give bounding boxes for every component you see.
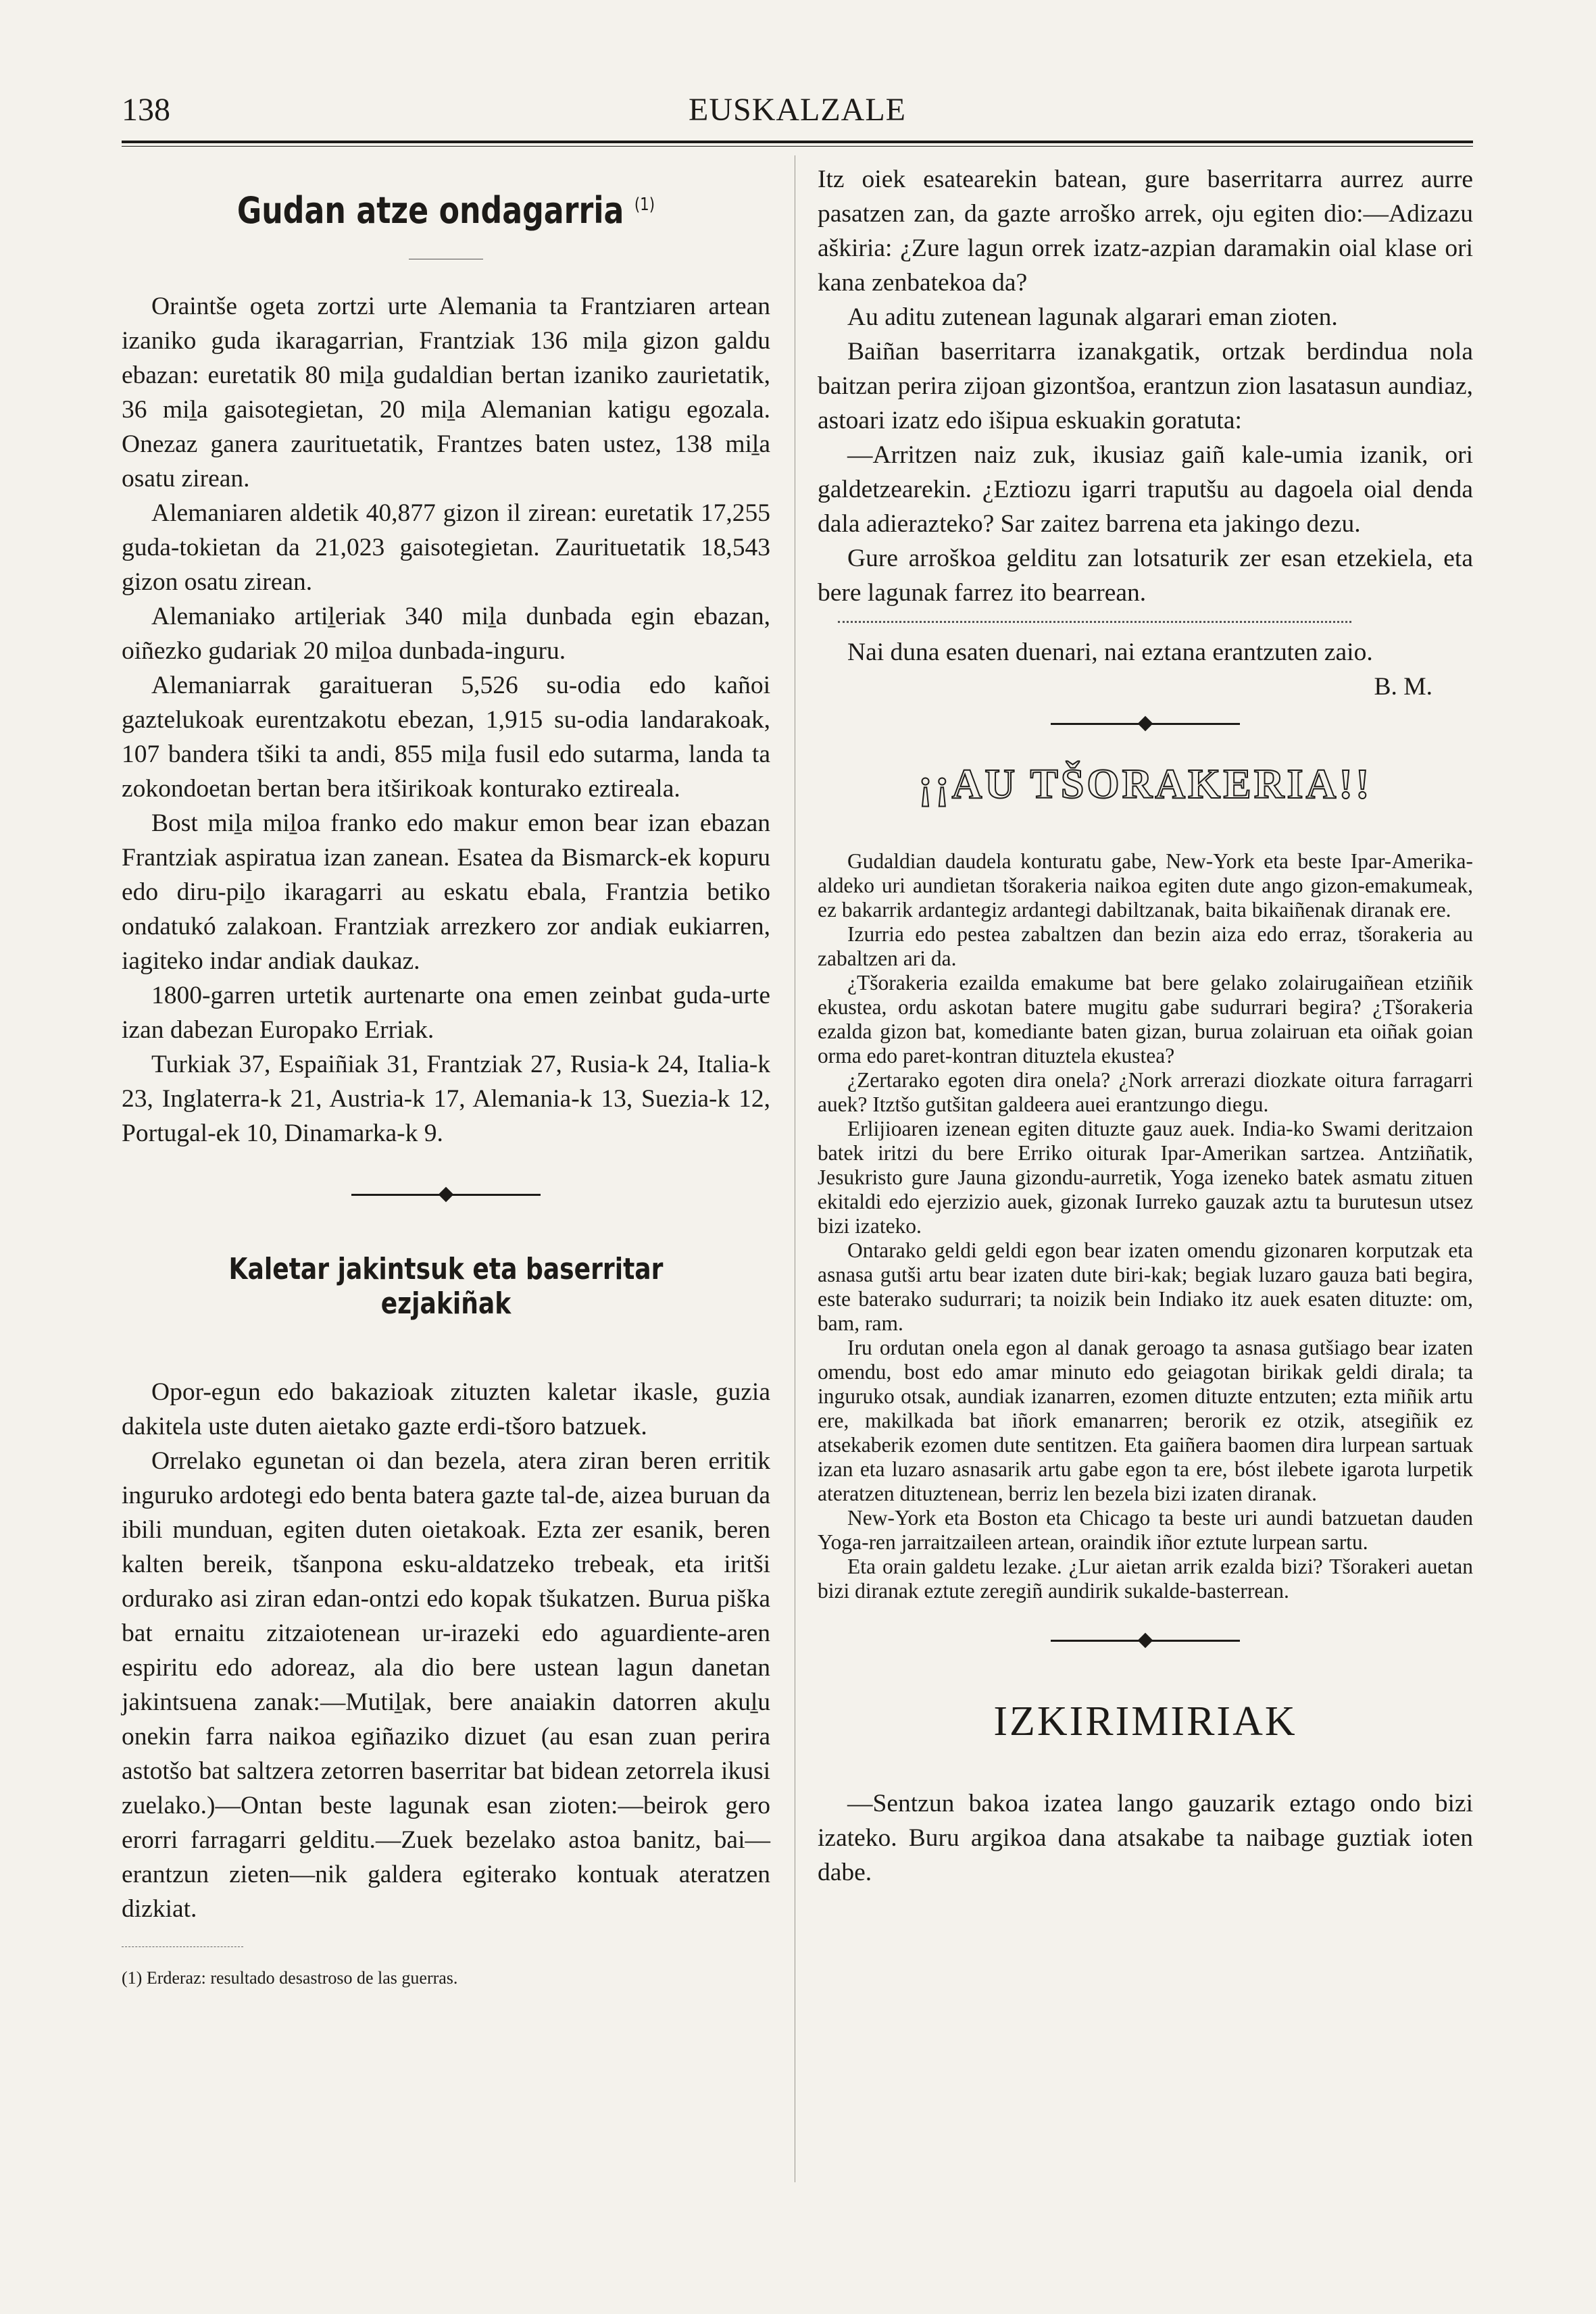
article-title: ¡¡AU TŠORAKERIA!! [918,761,1372,807]
paragraph: Ontarako geldi geldi egon bear izaten omendu gizonaren korputzak eta asnasa gutši artu bear izaten dute biri-kak; begiak luzaro gauza bati begira, este baterako sudurrari; ta noizik bein Indiako itz auek esaten dituzte: om, bam, ram. [818,1238,1473,1335]
header-rule [122,141,1473,143]
article-title: Kaletar jakintsuk eta baserritar ezjakiñak [228,1252,664,1321]
paragraph: Bost miḻa miḻoa franko edo makur emon bear izan ebazan Frantziak aspiratua izan zanean. Esatea da Bismarck-ek kopuru edo diru-piḻo ikaragarri au eskatu ebala, Frantzia betiko ondatukó zalakoan. Frantziak arrezkero zor andiak eukiarren, iagiteko indar andiak daukaz. [122,809,770,975]
paragraph: Turkiak 37, Espaiñiak 31, Frantziak 27, Rusia-k 24, Italia-k 23, Inglaterra-k 21, Austria-k 17, Alemania-k 13, Suezia-k 12, Portugal-ek 10, Dinamarka-k 9. [122,1051,770,1147]
ornament-diamond [1138,716,1153,732]
paragraph: New-York eta Boston eta Chicago ta beste uri aundi batzuetan dauden Yoga-ren jarraitzaileen artean, oraindik iñor eztute lurpean sartu. [818,1506,1473,1554]
paragraph: Alemaniaren aldetik 40,877 gizon il zirean: euretatik 17,255 guda-tokietan da 21,023 gaisotegietan. Zaurituetatik 18,543 gizon osatu zirean. [122,499,770,596]
article-title-text: Gudan atze ondagarria [236,189,624,232]
paragraph: Eta orain galdetu lezake. ¿Lur aietan arrik ezalda bizi? Tšorakeri auetan bizi diranak eztute zeregiñ aundirik sukalde-basterrean. [818,1555,1473,1603]
article-title [180,189,712,232]
closing-line: Nai duna esaten duenari, nai eztana erantzuten zaio. [847,638,1373,666]
paragraph: Alemaniarrak garaitueran 5,526 su-odia edo kañoi gaztelukoak eurentzakotu ebezan, 1,915 su-odia landarakoak, 107 bandera tšiki ta andi, 855 miḻa fusil edo sutarma, landa ta zokondoetan bertan bera itširikoak konturako eztireala. [122,672,770,803]
paragraph: Au aditu zutenean lagunak algarari eman zioten. [847,303,1338,331]
signature: B. M. [1374,673,1432,701]
article-body [818,849,1473,1603]
section-ornament [122,1184,770,1205]
section-ornament [818,1630,1473,1651]
dotted-separator [838,621,1351,623]
paragraph: Opor-egun edo bakazioak zituzten kaletar ikasle, guzia dakitela uste duten aietako gazte erdi-tšoro batzuek. [122,1378,770,1440]
running-head: EUSKALZALE [689,92,906,128]
paragraph: Izurria edo pestea zabaltzen dan bezin aiza edo erraz, tšorakeria au zabaltzen ari da. [818,922,1473,970]
paragraph: Itz oiek esatearekin batean, gure baserritarra aurrez aurre pasatzen zan, da gazte arroško arrek, oju egiten dio:—Adizazu aškiria: ¿Zure lagun orrek izatz-azpian daramakin oial klase ori kana zenbatekoa da? [818,166,1473,297]
footnote-mark: (1) [634,195,655,215]
paragraph: Orrelako egunetan oi dan bezela, atera ziran beren erritik inguruko ardotegi edo benta batera gazte tal-de, aizea buruan da ibili munduan, egiten duten oietakoak. Ezta zer esanik, beren kalten bereik, tšanpona esku-aldatzeko trebeak, eta iritši ordurako asi ziran edan-ontzi edo kopak tšukatzen. Burua piška bat ernaitu zitzaiotenean ur-irazeki edo aguardiente-aren espiritu edo adoreaz, ala dio bere ustean lagun danetan jakintsuena zanak:—Mutiḻak, bere anaiakin datorren akuḻu onekin farra naikoa egiñaziko dizuet (au esan zuan perira astotšo bat saltzera zetorren baserritar bat bidean zetorrela ikusi zuelako.)—Ontan beste lagunak esan zioten:—beirok gero erorri farragarri gelditu.—Zuek bezelako astoa banitz, bai—erantzun zieten—nik galdera egiterako kontuak ateratzen dizkiat. [122,1447,770,1923]
left-column [122,162,770,1989]
paragraph: Baiñan baserritarra izanakgatik, ortzak berdindua nola baitzan perira zijoan gizontšoa, erantzun zion lasatasun aundiaz, astoari izatz edo išipua eskuakin goratuta: [818,338,1473,434]
paragraph: Iru ordutan onela egon al danak geroago ta asnasa gutšiago bear izaten omendu, bost edo amar minuto edo geiagotan birikak geldi dirala; ta inguruko otsak, aundiak izanarren, ezomen dituzte entzuten; ezta miñik artu ere, makilkada bat iñork emanarren; berorik ez otzik, atsegiñik ez atsekaberik ezomen dute sentitzen. Eta gaiñera baomen dira lurpean sartuak izan eta luzaro asnasarik artu gabe egon ta ere, bóst ilebete igarota lurpetik ateratzen dituztenean, berriz len bezela bizi izaten diranak. [818,1336,1473,1505]
paragraph: 1800-garren urtetik aurtenarte ona emen zeinbat guda-urte izan dabezan Europako Erriak. [122,982,770,1044]
page-number: 138 [122,92,170,128]
paragraph: —Sentzun bakoa izatea lango gauzarik eztago ondo bizi izateko. Buru argikoa dana atsakabe ta naibage guztiak ioten dabe. [818,1790,1473,1886]
paragraph: Oraintše ogeta zortzi urte Alemania ta Frantziaren artean izaniko guda ikaragarrian, Frantziak 136 miḻa gizon galdu ebazan: euretatik 80 miḻa gudaldian bertan izaniko zaurietatik, 36 miḻa gaisotegietan, 20 miḻa Alemanian katigu egozala. Onezaz ganera zaurituetatik, Frantzes baten ustez, 138 miḻa osatu zirean. [122,293,770,493]
paragraph: Erlijioaren izenean egiten dituzte gauz auek. India-ko Swami deritzaion batek iritzi du bere Erriko oiturak Ipar-Amerikan sartzea. Antziñatik, Jesukristo gure Jauna gizondu-aurretik, Yoga izeneko batek asmatu zituen ekitaldi edo ejerzizio auek, gizonak Iurreko gauzak aztu ta burutesun utsez bizi izateko. [818,1117,1473,1238]
ornament-diamond [439,1187,454,1203]
section-ornament [818,713,1473,734]
right-column [818,162,1473,1890]
footnote-rule [122,1946,243,1947]
header-rule-thin [122,146,1473,147]
paragraph: Gure arroškoa gelditu zan lotsaturik zer esan etzekiela, eta bere lagunak farrez ito bearrean. [818,545,1473,607]
article-title: IZKIRIMIRIAK [993,1699,1297,1744]
paragraph: —Arritzen naiz zuk, ikusiaz gaiñ kale-umia izanik, ori galdetzearekin. ¿Eztiozu igarri traputšu au dagoela oial denda dala adierazteko? Sar zaitez barrena eta jakingo dezu. [818,441,1473,538]
paragraph: ¿Tšorakeria ezailda emakume bat bere gelako zolairugaiñean etziñik ekustea, ordu askotan batere mugitu gabe sudurrari begira? ¿Tšorakeria ezalda gizon bat, komediante baten gizan, burua zolairuan eta oiñak goian orma edo paret-kontran dituztela ekustea? [818,971,1473,1067]
paragraph: ¿Zertarako egoten dira onela? ¿Nork arrerazi diozkate oitura farragarri auek? Itztšo gutšitan galdeera auei erantzungo diegu. [818,1068,1473,1116]
ornament-diamond [1138,1633,1153,1649]
paragraph: Gudaldian daudela konturatu gabe, New-York eta beste Ipar-Amerika-aldeko uri aundietan tšorakeria naikoa egiten dute ango gizon-emakumeak, ez bakarrik ardantegiz ardantegi dabiltzanak, baita bikaiñenak diranak ere. [818,849,1473,922]
footnote: (1) Erderaz: resultado desastroso de las guerras. [122,1968,458,1988]
paragraph: Alemaniako artiḻeriak 340 miḻa dunbada egin ebazan, oiñezko gudariak 20 miḻoa dunbada-inguru. [122,603,770,665]
